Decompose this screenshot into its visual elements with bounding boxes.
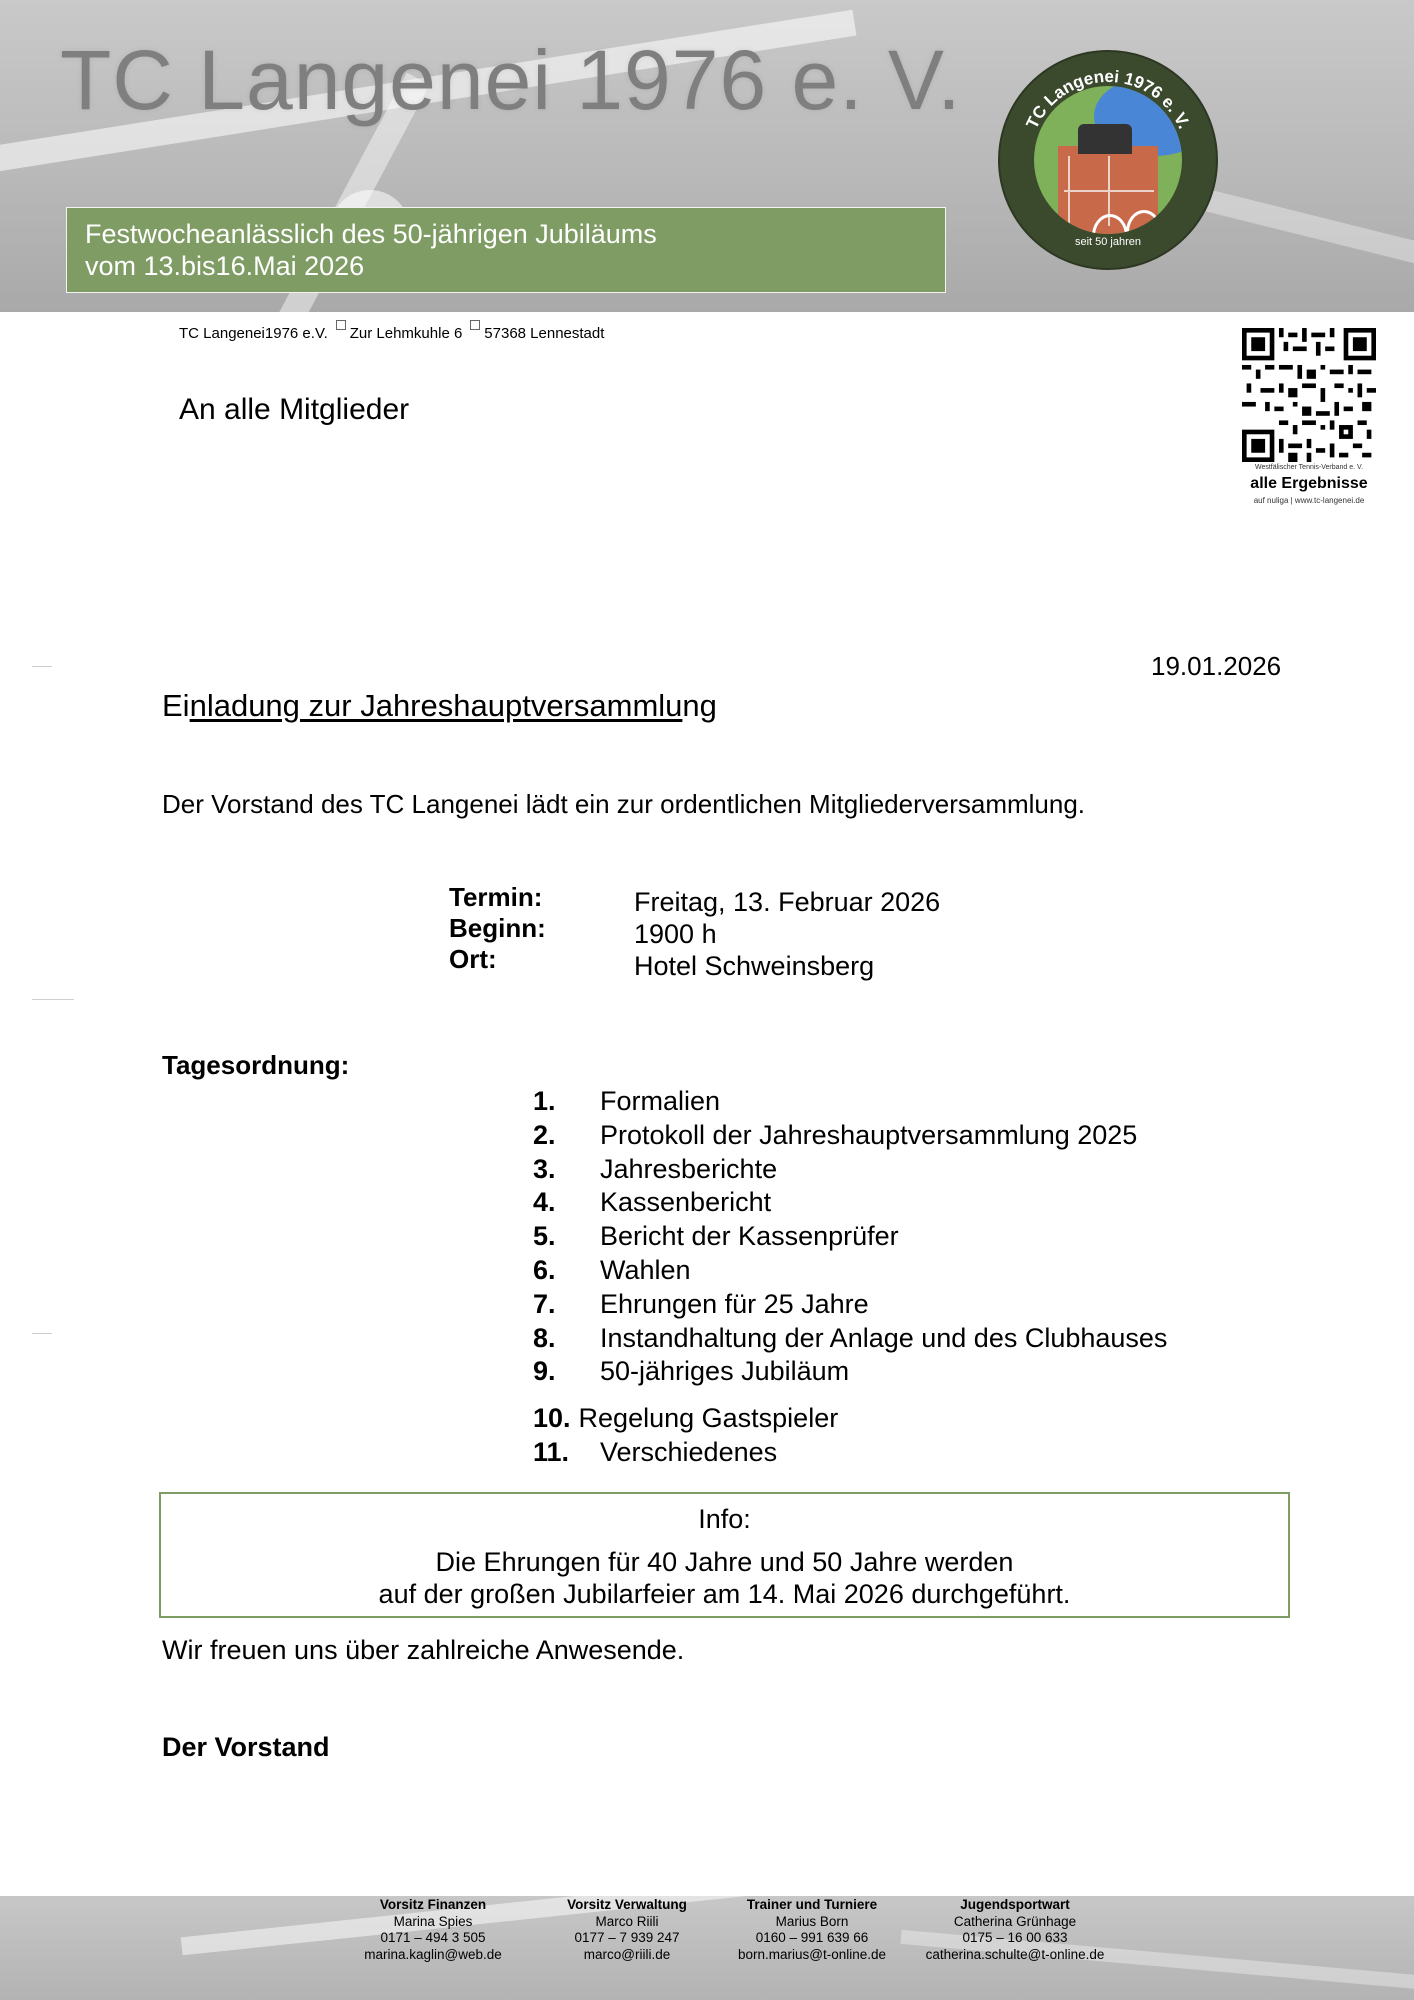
letter-intro: Der Vorstand des TC Langenei lädt ein zur ordentlichen Mitgliederversammlung. [162,789,1086,819]
agenda-text: Instandhaltung der Anlage und des Clubhauses [600,1322,1168,1353]
svg-text:TC Langenei 1976 e. V.: TC Langenei 1976 e. V. [1022,66,1194,132]
agenda-item [533,1322,1167,1356]
agenda-number: 4. [533,1187,556,1218]
separator-box-icon [470,320,480,330]
contact-email[interactable]: born.marius@t-online.de [737,1946,887,1962]
contact-email[interactable]: marina.kaglin@web.de [364,1946,502,1962]
agenda-item [533,1288,1167,1322]
contact-email[interactable]: catherina.schulte@t-online.de [925,1946,1105,1962]
agenda-number: 11. [533,1436,570,1467]
separator-box-icon [336,320,346,330]
letter-date: 19.01.2026 [1151,651,1282,681]
agenda-text: Wahlen [600,1254,691,1285]
recipient: An alle Mitglieder [179,393,410,426]
agenda-number: 6. [533,1254,556,1285]
info-box [159,1492,1290,1618]
info-line-2: auf der großen Jubilarfeier am 14. Mai 2026 durchgeführt. [378,1579,1071,1609]
sender-address [179,320,604,342]
agenda-text: Kassenbericht [600,1187,772,1218]
info-heading: Info: [698,1504,751,1534]
address-city: 57368 Lennestadt [484,325,605,342]
label-beginn: Beginn: [449,913,546,943]
agenda-heading: Tagesordnung: [162,1050,350,1080]
meeting-values [634,886,940,982]
agenda-item [533,1436,1167,1470]
agenda-number: 2. [533,1119,556,1150]
title-suffix: ng [682,688,717,723]
qr-caption-sub: auf nuliga | www.tc-langenei.de [1253,496,1365,505]
value-ort: Hotel Schweinsberg [634,951,875,981]
qr-caption-small: Westfälischer Tennis-Verband e. V. [1254,464,1364,471]
contact-role: Jugendsportwart [960,1897,1070,1912]
contact-trainer [722,1897,902,1963]
label-termin: Termin: [449,882,543,912]
agenda-item [533,1085,1167,1119]
closing-text: Wir freuen uns über zahlreiche Anwesende. [162,1635,685,1665]
agenda-text: Protokoll der Jahreshauptversammlung 2025 [600,1119,1138,1150]
agenda-text: Bericht der Kassenprüfer [600,1221,899,1252]
agenda-text: Verschiedenes [600,1436,778,1467]
contact-phone: 0171 – 494 3 505 [380,1930,486,1945]
contact-name: Catherina Grünhage [953,1913,1077,1929]
agenda-number: 10. [533,1403,571,1434]
club-title: TC Langenei 1976 e. V. [60,33,962,127]
agenda-number: 5. [533,1221,556,1252]
letter-title [162,688,717,724]
value-termin: Freitag, 13. Februar 2026 [634,887,941,917]
agenda-item [533,1119,1167,1153]
banner-line-1: Festwocheanlässlich des 50-jährigen Jubiläums [85,219,657,249]
agenda-item [533,1186,1167,1220]
agenda-item [533,1153,1167,1187]
label-ort: Ort: [449,944,497,974]
banner-line-2: vom 13.bis16.Mai 2026 [85,251,365,281]
contact-phone: 0160 – 991 639 66 [755,1930,869,1945]
contact-role: Vorsitz Verwaltung [567,1897,687,1912]
meeting-labels [449,882,546,975]
agenda-text: Formalien [600,1086,721,1116]
value-beginn: 1900 h [634,919,717,949]
logo-bottom-text: seit 50 jahren [1074,236,1142,248]
contact-role: Trainer und Turniere [746,1897,878,1912]
agenda-number: 9. [533,1356,556,1387]
fold-mark [32,666,52,667]
agenda-number: 1. [533,1086,556,1116]
festival-banner [66,207,946,293]
contact-verwaltung [537,1897,717,1963]
agenda-text: Ehrungen für 25 Jahre [600,1288,869,1319]
contact-jugend [910,1897,1120,1963]
contact-name: Marina Spies [393,1913,473,1929]
agenda-number: 7. [533,1288,556,1319]
agenda-text: Jahresberichte [600,1153,778,1184]
qr-caption-main: alle Ergebnisse [1250,475,1368,492]
club-logo [998,50,1218,270]
address-street: Zur Lehmkuhle 6 [349,325,463,342]
contact-phone: 0175 – 16 00 633 [962,1930,1068,1945]
agenda-text: Regelung Gastspieler [578,1403,839,1434]
agenda-item [533,1220,1167,1254]
agenda-text: 50-jähriges Jubiläum [600,1356,850,1387]
agenda-item [533,1355,1167,1389]
agenda-list [533,1085,1167,1470]
agenda-item [533,1402,1167,1436]
agenda-number: 3. [533,1153,556,1184]
contact-role: Vorsitz Finanzen [379,1897,487,1912]
fold-mark [32,999,74,1000]
qr-code-icon[interactable] [1242,328,1376,462]
contact-email[interactable]: marco@riili.de [583,1946,671,1962]
signature: Der Vorstand [162,1732,330,1762]
agenda-number: 8. [533,1322,556,1353]
contact-name: Marius Born [775,1913,849,1929]
contact-finanzen [343,1897,523,1963]
contact-name: Marco Riili [595,1913,659,1929]
agenda-item [533,1254,1167,1288]
title-underlined: nladung zur Jahreshauptversammlu [189,688,683,723]
address-club: TC Langenei1976 e.V. [179,325,328,342]
fold-mark [32,1333,52,1334]
title-prefix: Ei [162,688,190,723]
info-line-1: Die Ehrungen für 40 Jahre und 50 Jahre werden [435,1547,1014,1577]
contact-phone: 0177 – 7 939 247 [574,1930,680,1945]
